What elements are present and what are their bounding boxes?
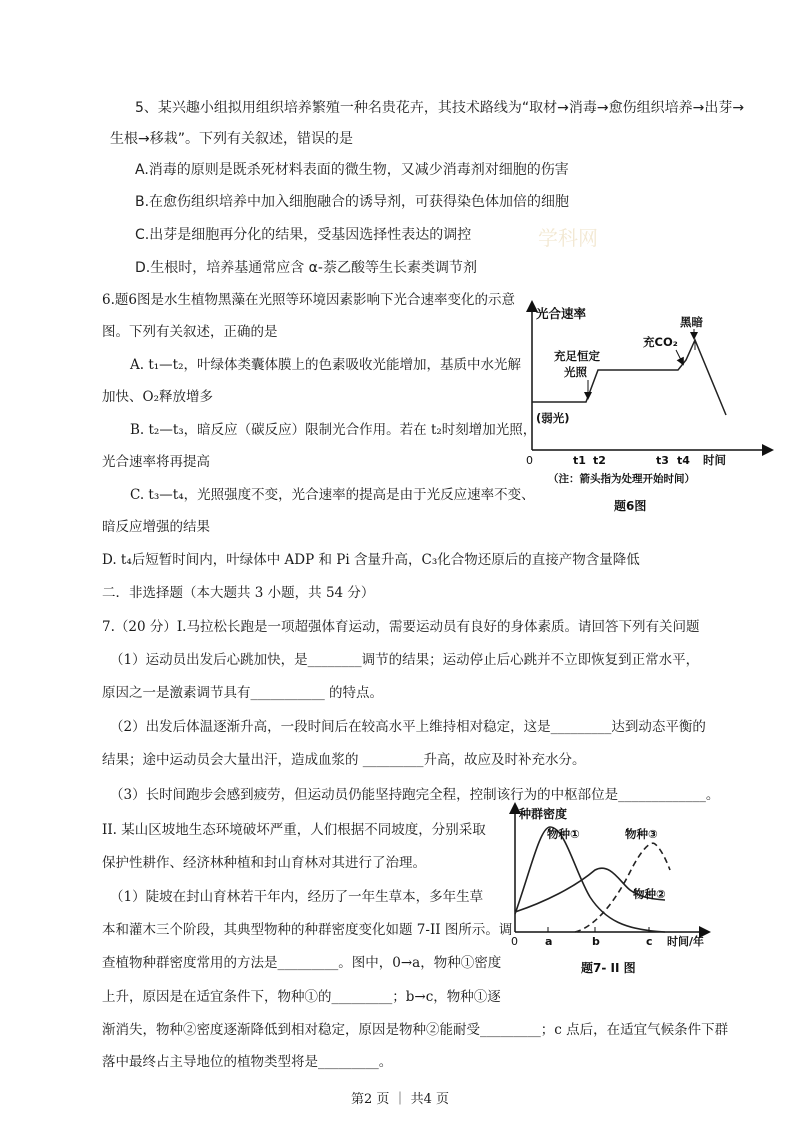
- fig7-tick-b: b: [592, 935, 600, 948]
- q7-line2: （1）运动员出发后心跳加快，是________调节的结果；运动停止后心跳并不立即恢复到正常水平，: [110, 652, 700, 668]
- q7-ii-line8: 落中最终占主导地位的植物类型将是_________。: [102, 1054, 393, 1070]
- fig7-tick-a: a: [545, 935, 553, 948]
- q6-option-d: D. t₄后短暂时间内，叶绿体中 ADP 和 Pi 含量升高，C₃化合物还原后的直接产物含量降低: [102, 552, 640, 568]
- fig7-label-species3: 物种③: [625, 827, 658, 841]
- fig7-tick-c: c: [646, 935, 653, 948]
- figure-6: [518, 300, 780, 515]
- fig6-xlabel: 时间: [703, 453, 726, 467]
- q6-stem-line2: 图。下列有关叙述，正确的是: [102, 324, 278, 340]
- fig6-note: （注：箭头指为处理开始时间）: [548, 473, 695, 485]
- q6-option-a-line2: 加快、O₂释放增多: [102, 389, 213, 405]
- fig6-label-weak: (弱光): [536, 411, 570, 425]
- q7-ii-line5: 查植物种群密度常用的方法是_________。图中，0→a，物种①密度: [102, 955, 502, 971]
- fig6-ylabel: 光合速率: [536, 306, 587, 321]
- figure-7-ii: [505, 802, 720, 980]
- fig6-label-full1: 充足恒定: [554, 349, 600, 363]
- q7-ii-line2: 保护性耕作、经济林种植和封山育林对其进行了治理。: [102, 855, 426, 871]
- q5-option-b: B.在愈伤组织培养中加入细胞融合的诱导剂，可获得染色体加倍的细胞: [135, 194, 570, 210]
- q7-line4: （2）出发后体温逐渐升高，一段时间后在较高水平上维持相对稳定，这是_________达到动态平衡的: [110, 719, 706, 735]
- q7-line5: 结果；途中运动员会大量出汗，造成血浆的 _________升高，故应及时补充水分。: [102, 752, 586, 768]
- fig7-origin: 0: [511, 935, 518, 948]
- fig6-caption: 题6图: [614, 499, 647, 513]
- q5-stem-line2: 生根→移栽”。下列有关叙述，错误的是: [110, 131, 353, 147]
- fig6-label-full2: 光照: [564, 365, 587, 379]
- q7-ii-line7: 渐消失，物种②密度逐渐降低到相对稳定，原因是物种②能耐受_________；c 点后，在适宜气候条件下群: [102, 1022, 729, 1038]
- fig7-xlabel: 时间/年: [667, 935, 705, 948]
- fig6-tick-t1: t1: [573, 454, 586, 467]
- watermark-logo: 学科网: [538, 226, 598, 250]
- q6-option-c-line1: C. t₃—t₄，光照强度不变，光合速率的提高是由于光反应速率不变、: [130, 487, 535, 503]
- fig7-label-species1: 物种①: [547, 827, 580, 841]
- fig7-ylabel: 种群密度: [519, 807, 568, 821]
- fig6-label-dark: 黑暗: [680, 315, 703, 329]
- fig6-tick-t4: t4: [677, 454, 690, 467]
- q7-ii-line6: 上升，原因是在适宜条件下，物种①的_________；b→c，物种①逐: [102, 989, 501, 1005]
- q7-line1: 7.（20 分）I.马拉松长跑是一项超强体育运动，需要运动员有良好的身体素质。请回答下列有关问题: [102, 619, 700, 635]
- q5-option-a: A.消毒的原则是既杀死材料表面的微生物，又减少消毒剂对细胞的伤害: [135, 162, 569, 178]
- fig7-label-species2: 物种②: [633, 887, 666, 901]
- q5-stem-line1: 5、某兴趣小组拟用组织培养繁殖一种名贵花卉，其技术路线为“取材→消毒→愈伤组织培养→出芽→: [135, 100, 745, 116]
- q7-ii-line3: （1）陡坡在封山育林若干年内，经历了一年生草本，多年生草: [110, 889, 484, 905]
- fig7-species1-curve: [515, 827, 665, 932]
- q5-option-d: D.生根时，培养基通常应含 α-萘乙酸等生长素类调节剂: [135, 260, 477, 276]
- q7-ii-line1: II. 某山区坡地生态环境破坏严重，人们根据不同坡度，分别采取: [102, 822, 486, 838]
- fig6-tick-t2: t2: [593, 454, 606, 467]
- fig6-tick-t3: t3: [656, 454, 669, 467]
- q5-option-c: C.出芽是细胞再分化的结果，受基因选择性表达的调控: [135, 227, 472, 243]
- q7-line3: 原因之一是激素调节具有___________ 的特点。: [102, 685, 384, 701]
- fig6-origin: 0: [526, 454, 533, 467]
- q6-stem-line1: 6.题6图是水生植物黑藻在光照等环境因素影响下光合速率变化的示意: [102, 292, 515, 308]
- q6-option-b-line1: B. t₂—t₃，暗反应（碳反应）限制光合作用。若在 t₂时刻增加光照，: [130, 422, 537, 438]
- q7-line6: （3）长时间跑步会感到疲劳，但运动员仍能坚持跑完全程，控制该行为的中枢部位是_____________。: [110, 787, 720, 803]
- fig7-caption: 题7- II 图: [581, 961, 636, 975]
- q7-ii-line4: 本和灌木三个阶段，其典型物种的种群密度变化如题 7-II 图所示。调: [102, 922, 513, 938]
- q6-option-a-line1: A. t₁—t₂，叶绿体类囊体膜上的色素吸收光能增加，基质中水光解: [130, 357, 522, 373]
- page-footer: 第2 页 ｜ 共4 页: [350, 1092, 450, 1107]
- q6-option-c-line2: 暗反应增强的结果: [102, 519, 210, 535]
- section2-heading: 二．非选择题（本大题共 3 小题，共 54 分）: [102, 585, 375, 601]
- fig6-label-co2: 充CO₂: [643, 335, 678, 349]
- q6-option-b-line2: 光合速率将再提高: [102, 454, 210, 470]
